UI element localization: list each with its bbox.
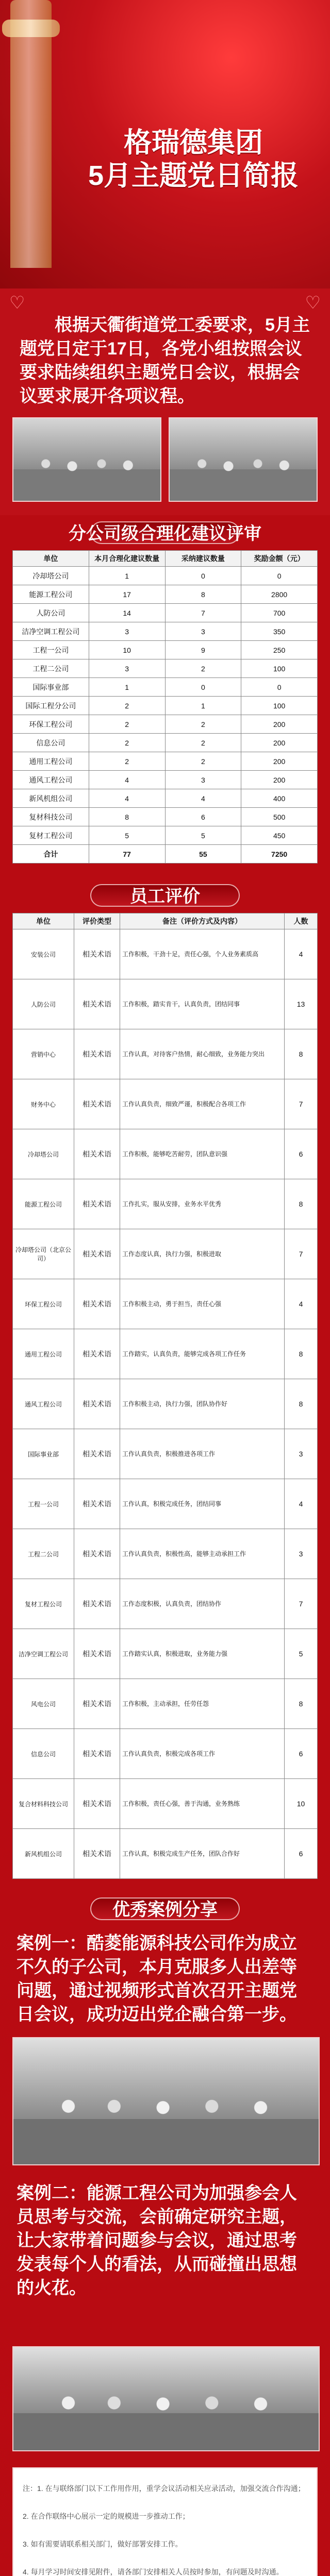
table-cell: 能源工程公司 [13, 1179, 74, 1229]
table-cell: 通风工程公司 [13, 771, 89, 789]
table-cell: 相关术语 [74, 1829, 120, 1879]
cases-section [0, 1926, 330, 2467]
table-cell: 6 [285, 1729, 318, 1779]
table-cell: 相关术语 [74, 1579, 120, 1629]
table-cell: 信息公司 [13, 734, 89, 752]
table-cell: 9 [165, 641, 241, 659]
table-cell: 10 [89, 641, 165, 659]
table-cell: 450 [241, 826, 318, 845]
company-title: 格瑞德集团 [124, 127, 263, 158]
table-row [13, 771, 318, 789]
table-cell: 6 [285, 1829, 318, 1879]
table-cell: 200 [241, 752, 318, 771]
table-cell: 合计 [13, 845, 89, 863]
note-line: 注：1. 在与联络部门以下工作用作用，重学会议活动相关应录活动，加强交流合作沟通； [23, 2484, 305, 2493]
table-cell: 100 [241, 659, 318, 678]
table-cell: 工作积极主动，勇于担当，责任心强 [120, 1279, 285, 1329]
table-cell: 复材科技公司 [13, 808, 89, 826]
table-row [13, 678, 318, 697]
table-cell: 相关术语 [74, 1179, 120, 1229]
table-cell: 相关术语 [74, 1679, 120, 1729]
table-cell: 工作积极，主动承担，任劳任怨 [120, 1679, 285, 1729]
table-cell: 10 [285, 1779, 318, 1829]
table-cell: 相关术语 [74, 979, 120, 1029]
table-row [13, 1629, 318, 1679]
meeting-photo [12, 417, 161, 502]
note-line: 3. 如有需要请联系相关部门，做好部署安排工作。 [23, 2540, 183, 2548]
table-row [13, 1579, 318, 1629]
table-cell: 财务中心 [13, 1079, 74, 1129]
table-cell: 6 [285, 1129, 318, 1179]
table-cell: 冷却塔公司 [13, 567, 89, 585]
table-cell: 相关术语 [74, 1479, 120, 1529]
table-cell: 5 [165, 826, 241, 845]
table-cell: 冷却塔公司 [13, 1129, 74, 1179]
table-row [13, 697, 318, 715]
table-cell: 国际工程分公司 [13, 697, 89, 715]
table-cell: 工作积极，干劲十足，责任心强，个人业务素质高 [120, 929, 285, 979]
table-cell: 17 [89, 585, 165, 604]
case-two: 案例二：能源工程公司为加强参会人员思考与交流，会前确定研究主题，让大家带着问题参与会议，通过思考发表每个人的看法，从而碰撞出思想的火花。 [16, 2183, 297, 2298]
table-cell: 工作认真，对待客户热情，耐心细致，业务能力突出 [120, 1029, 285, 1079]
section-title: 优秀案例分享 [112, 1900, 218, 1920]
table-row [13, 1729, 318, 1779]
table-row [13, 715, 318, 734]
table-cell: 通风工程公司 [13, 1379, 74, 1429]
table-cell: 500 [241, 808, 318, 826]
table-cell: 3 [89, 622, 165, 641]
table-cell: 国际事业部 [13, 678, 89, 697]
table-cell: 8 [285, 1179, 318, 1229]
table-row [13, 585, 318, 604]
table-cell: 2 [165, 734, 241, 752]
meeting-photo [169, 417, 318, 502]
table-cell: 人防公司 [13, 979, 74, 1029]
note-line: 4. 每月学习时间安排见附件，请各部门安排相关人员按时参加，有问题及时沟通。 [23, 2568, 284, 2576]
table-cell: 0 [241, 567, 318, 585]
table-cell: 工作扎实，服从安排，业务水平优秀 [120, 1179, 285, 1229]
table-cell: 安装公司 [13, 929, 74, 979]
table-cell: 工作认真，积极完成生产任务，团队合作好 [120, 1829, 285, 1879]
table-row [13, 979, 318, 1029]
table-cell: 相关术语 [74, 1079, 120, 1129]
table-header: 备注（评价方式及内容） [120, 913, 285, 929]
notes-panel [12, 2467, 318, 2576]
table-cell: 2 [89, 715, 165, 734]
table-row [13, 1229, 318, 1279]
section-title: 分公司级合理化建议评审 [69, 524, 261, 544]
table-cell: 相关术语 [74, 1329, 120, 1379]
table-cell: 4 [285, 1279, 318, 1329]
table-cell: 0 [165, 678, 241, 697]
table-row [13, 734, 318, 752]
table-cell: 人防公司 [13, 604, 89, 622]
table-cell: 13 [285, 979, 318, 1029]
table-cell: 5 [285, 1629, 318, 1679]
table-cell: 工作积极，责任心强，善于沟通，业务熟练 [120, 1779, 285, 1829]
table-header: 单位 [13, 913, 74, 929]
table-cell: 2 [89, 752, 165, 771]
section-header [0, 515, 330, 550]
table-cell: 7 [285, 1079, 318, 1129]
table-cell: 工程二公司 [13, 659, 89, 678]
table-row [13, 567, 318, 585]
table-row [13, 622, 318, 641]
table-cell: 工作认真负责，细致严谨，积极配合各项工作 [120, 1079, 285, 1129]
table-cell: 能源工程公司 [13, 585, 89, 604]
table-row [13, 789, 318, 808]
table-row [13, 641, 318, 659]
table-cell: 工作认真，积极完成任务，团结同事 [120, 1479, 285, 1529]
table-cell: 55 [165, 845, 241, 863]
table-cell: 2 [89, 734, 165, 752]
table-cell: 洁净空调工程公司 [13, 1629, 74, 1679]
table-row [13, 1779, 318, 1829]
table-cell: 相关术语 [74, 1779, 120, 1829]
table-cell: 相关术语 [74, 1379, 120, 1429]
photo-strip [12, 417, 318, 505]
table-cell: 2 [89, 697, 165, 715]
table-row [13, 1179, 318, 1229]
table-row [13, 659, 318, 678]
table-cell: 4 [89, 789, 165, 808]
intro-section [0, 289, 330, 515]
table-cell: 2 [165, 659, 241, 678]
evaluation-table [12, 913, 318, 1879]
table-cell: 2800 [241, 585, 318, 604]
table-cell: 200 [241, 771, 318, 789]
table-cell: 3 [285, 1529, 318, 1579]
table-cell: 工作认真负责，积极推进各项工作 [120, 1429, 285, 1479]
briefing-title: 5月主题党日简报 [88, 160, 299, 191]
table-cell: 350 [241, 622, 318, 641]
table-cell: 相关术语 [74, 1129, 120, 1179]
table-cell: 2 [165, 715, 241, 734]
table-row [13, 808, 318, 826]
table-cell: 8 [285, 1029, 318, 1079]
table-cell: 1 [89, 567, 165, 585]
table-cell: 3 [285, 1429, 318, 1479]
table-cell: 洁净空调工程公司 [13, 622, 89, 641]
table-cell: 工作积极主动，执行力强，团队协作好 [120, 1379, 285, 1429]
table-cell: 工程一公司 [13, 1479, 74, 1529]
table-cell: 1 [89, 678, 165, 697]
header-title-group [72, 126, 315, 192]
table-cell: 7 [285, 1579, 318, 1629]
table-cell: 8 [89, 808, 165, 826]
case-one: 案例一：酷菱能源科技公司作为成立不久的子公司，本月克服多人出差等问题，通过视频形式首次召开主题党日会议，成功迈出党企融合第一步。 [16, 1934, 297, 2024]
table-cell: 营销中心 [13, 1029, 74, 1079]
table-cell: 7250 [241, 845, 318, 863]
table-cell: 200 [241, 734, 318, 752]
table-cell: 相关术语 [74, 1229, 120, 1279]
table-row [13, 1279, 318, 1329]
table-row [13, 929, 318, 979]
table-cell: 工作认真负责，积极性高，能够主动承担工作 [120, 1529, 285, 1579]
section-title: 员工评价 [130, 887, 200, 906]
table-cell: 新风机组公司 [13, 1829, 74, 1879]
table-row [13, 1429, 318, 1479]
table-cell: 1 [165, 697, 241, 715]
table-cell: 3 [165, 622, 241, 641]
table-row [13, 752, 318, 771]
table-row [13, 1029, 318, 1079]
table-cell: 复材工程公司 [13, 826, 89, 845]
heart-icon: ♡ [9, 293, 25, 313]
table-cell: 200 [241, 715, 318, 734]
note-line: 2. 在合作联络中心展示一定的规模进一步推动工作； [23, 2512, 190, 2520]
case-photo [12, 2037, 320, 2165]
table-row [13, 604, 318, 622]
table-cell: 250 [241, 641, 318, 659]
table-cell: 77 [89, 845, 165, 863]
table-cell: 通用工程公司 [13, 1329, 74, 1379]
table-cell: 5 [89, 826, 165, 845]
table-cell: 风电公司 [13, 1679, 74, 1729]
intro-text: 根据天衢街道党工委要求，5月主题党日定于17日，各党小组按照会议要求陆续组织主题党日会议，根据会议要求展开各项议程。 [20, 315, 310, 406]
section-header [0, 1891, 330, 1926]
section-header [0, 878, 330, 913]
table-cell: 6 [165, 808, 241, 826]
table-cell: 相关术语 [74, 1429, 120, 1479]
table-cell: 环保工程公司 [13, 1279, 74, 1329]
table-cell: 复材工程公司 [13, 1579, 74, 1629]
table-cell: 14 [89, 604, 165, 622]
table-cell: 4 [89, 771, 165, 789]
table-cell: 工作踏实，认真负责，能够完成各项工作任务 [120, 1329, 285, 1379]
table-cell: 相关术语 [74, 1729, 120, 1779]
table-cell: 工作认真负责，积极完成各项工作 [120, 1729, 285, 1779]
table-cell: 8 [285, 1329, 318, 1379]
table-cell: 3 [165, 771, 241, 789]
table-cell: 100 [241, 697, 318, 715]
table-cell: 工作态度认真，执行力强，积极进取 [120, 1229, 285, 1279]
table-cell: 相关术语 [74, 1529, 120, 1579]
table-cell: 工程一公司 [13, 641, 89, 659]
table-cell: 0 [241, 678, 318, 697]
table-cell: 0 [165, 567, 241, 585]
table-header: 单位 [13, 551, 89, 567]
table-cell: 环保工程公司 [13, 715, 89, 734]
table-cell: 国际事业部 [13, 1429, 74, 1479]
header-banner [0, 0, 330, 289]
table-cell: 复合材料科技公司 [13, 1779, 74, 1829]
pillar-top-decoration [2, 20, 60, 37]
table-cell: 700 [241, 604, 318, 622]
table-cell: 7 [165, 604, 241, 622]
table-row [13, 1329, 318, 1379]
table-cell: 7 [285, 1229, 318, 1279]
table-cell: 4 [285, 929, 318, 979]
table-header: 评价类型 [74, 913, 120, 929]
table-cell: 工程二公司 [13, 1529, 74, 1579]
evaluation-table-wrapper [0, 913, 330, 1879]
heart-icon: ♡ [305, 293, 321, 313]
table-cell: 4 [285, 1479, 318, 1529]
table-header: 采纳建议数量 [165, 551, 241, 567]
table-cell: 400 [241, 789, 318, 808]
table-row [13, 1129, 318, 1179]
table-cell: 相关术语 [74, 1629, 120, 1679]
table-cell: 工作积极，踏实肯干，认真负责，团结同事 [120, 979, 285, 1029]
table-cell: 8 [285, 1379, 318, 1429]
table-row [13, 1379, 318, 1429]
table-cell: 工作积极，能够吃苦耐劳，团队意识强 [120, 1129, 285, 1179]
table-row [13, 1679, 318, 1729]
table-row [13, 1479, 318, 1529]
table-cell: 新风机组公司 [13, 789, 89, 808]
suggestion-table-wrapper [0, 550, 330, 863]
table-cell: 工作态度积极，认真负责，团结协作 [120, 1579, 285, 1629]
table-header: 人数 [285, 913, 318, 929]
table-cell: 工作踏实认真，积极进取，业务能力强 [120, 1629, 285, 1679]
table-row [13, 845, 318, 863]
table-cell: 3 [89, 659, 165, 678]
case-photo [12, 2346, 320, 2451]
table-cell: 通用工程公司 [13, 752, 89, 771]
table-cell: 8 [285, 1679, 318, 1729]
table-row [13, 826, 318, 845]
suggestion-table [12, 550, 318, 863]
table-cell: 相关术语 [74, 929, 120, 979]
table-cell: 2 [165, 752, 241, 771]
table-row [13, 1529, 318, 1579]
table-header: 奖励金额（元） [241, 551, 318, 567]
table-cell: 信息公司 [13, 1729, 74, 1779]
table-cell: 8 [165, 585, 241, 604]
table-cell: 相关术语 [74, 1029, 120, 1079]
table-header: 本月合理化建议数量 [89, 551, 165, 567]
table-cell: 冷却塔公司（北京公司） [13, 1229, 74, 1279]
table-cell: 4 [165, 789, 241, 808]
pillar-decoration [10, 0, 52, 268]
table-row [13, 1829, 318, 1879]
table-cell: 相关术语 [74, 1279, 120, 1329]
table-row [13, 1079, 318, 1129]
